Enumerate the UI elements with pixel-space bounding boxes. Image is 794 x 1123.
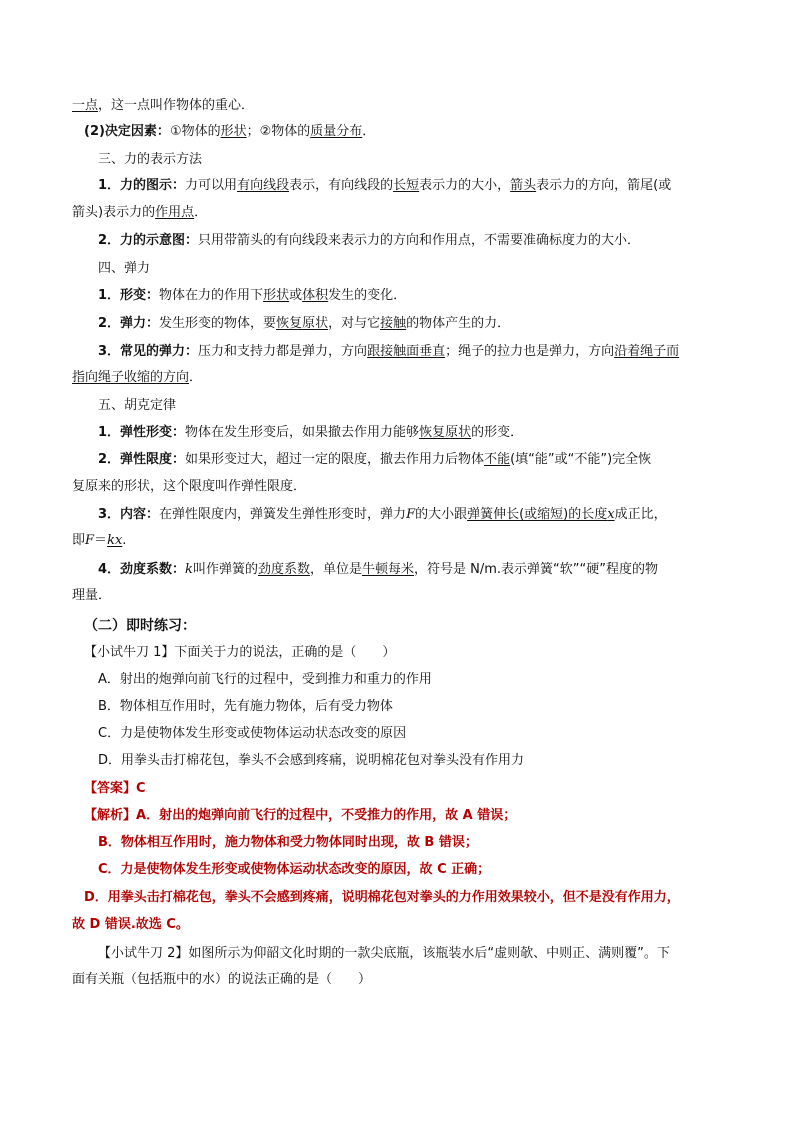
- text: 的大小跟: [415, 507, 468, 522]
- underlined-term: [467, 507, 615, 522]
- text: ，对与它: [328, 316, 381, 331]
- q1-stem: [84, 643, 395, 663]
- formula-kx: kx: [107, 533, 123, 548]
- text: 力可以用: [185, 178, 238, 193]
- text: 或: [289, 288, 303, 303]
- underlined-term: 作用点: [155, 205, 195, 220]
- section5-p4-line2: 理量．: [72, 588, 112, 603]
- answer-line: [84, 779, 146, 799]
- text: 如果形变过大，超过一定的限度，撤去作用力后物体: [185, 452, 485, 467]
- section3-p1-line2: [72, 203, 207, 223]
- gravity-center-text: ，这一点叫作物体的重心．: [98, 98, 255, 113]
- text: .: [122, 533, 127, 548]
- underlined-term: 恢复原状: [419, 425, 472, 440]
- analysis-line-3: C．力是使物体发生形变或使物体运动状态改变的原因，故 C 正确；: [98, 862, 491, 877]
- factors-label: (2)决定因素：: [84, 124, 170, 139]
- underlined-term: 不能: [484, 452, 511, 467]
- section5-p2-line2: 复原来的形状，这个限度叫作弹性限度．: [72, 479, 307, 494]
- underlined-term: 长短: [393, 178, 420, 193]
- text: 表示力的大小，: [419, 178, 511, 193]
- p2-label: 2．力的示意图：: [98, 233, 199, 248]
- text: 只用带箭头的有向线段来表示力的方向和作用点，不需要准确标度力的大小．: [198, 233, 641, 248]
- text: ，符号是 N/m.表示弹簧“软”“硬”程度的物: [414, 562, 658, 577]
- underlined-term: 箭头: [510, 178, 537, 193]
- symbol-F: F: [406, 507, 416, 522]
- section3-p1-line1: [98, 176, 671, 196]
- text: 表示，有向线段的: [289, 178, 394, 193]
- section4-p3-line1: [98, 342, 679, 362]
- q2-text: 如图所示为仰韶文化时期的一款尖底瓶，该瓶装水后“虚则欹、中则正、满则覆”。下: [188, 946, 670, 961]
- q1-option-a: A．射出的炮弹向前飞行的过程中，受到推力和重力的作用: [98, 672, 432, 687]
- label: 4．劲度系数：: [98, 562, 186, 577]
- underlined-term: 形状: [263, 288, 290, 303]
- factors-text-a: ①物体的: [169, 124, 221, 139]
- label: 1．弹性形变：: [98, 425, 186, 440]
- section5-p3-line2: [72, 531, 126, 551]
- factors-text-c: ．: [362, 124, 376, 139]
- underlined-yidian: 一点: [72, 98, 99, 113]
- text: 压力和支持力都是弹力，方向: [198, 344, 368, 359]
- text: 物体在力的作用下: [159, 288, 264, 303]
- factors-mass: 质量分布: [310, 124, 363, 139]
- text: (填“能”或“不能”)完全恢: [510, 452, 652, 467]
- underlined-term: 沿着绳子而: [614, 344, 680, 359]
- text: 在弹性限度内，弹簧发生弹性形变时，弹力: [159, 507, 407, 522]
- q1-option-d: D．用拳头击打棉花包，拳头不会感到疼痛，说明棉花包对拳头没有作用力: [98, 753, 525, 768]
- q2-stem-line2: 面有关瓶（包括瓶中的水）的说法正确的是（ ）: [72, 972, 372, 987]
- section3-p2: [98, 231, 640, 251]
- section4-heading: 四、弹力: [98, 261, 151, 276]
- underlined-term: 有向线段: [237, 178, 290, 193]
- factors-text-b: ；②物体的: [246, 124, 311, 139]
- factors-shape: 形状: [220, 124, 247, 139]
- symbol-k: k: [185, 562, 193, 577]
- q1-option-b: B．物体相互作用时，先有施力物体，后有受力物体: [98, 699, 393, 714]
- analysis-line-2: B．物体相互作用时，施力物体和受力物体同时出现，故 B 错误；: [98, 835, 478, 850]
- label: 1．形变：: [98, 288, 160, 303]
- text: ．: [189, 370, 203, 385]
- text: 发生形变的物体，要: [159, 316, 277, 331]
- q1-tag: 【小试牛刀 1】: [84, 645, 175, 660]
- section5-heading: 五、胡克定律: [98, 398, 177, 413]
- text: 物体在发生形变后，如果撤去作用力能够: [185, 425, 420, 440]
- analysis-text: A．射出的炮弹向前飞行的过程中，不受推力的作用，故 A 错误；: [136, 808, 517, 823]
- analysis-tag: 【解析】: [84, 808, 137, 823]
- gravity-center-line: [72, 96, 254, 116]
- text: 即: [72, 533, 86, 548]
- q1-text: 下面关于力的说法，正确的是（ ）: [174, 645, 396, 660]
- section5-p3-line1: [98, 505, 667, 525]
- section3-heading: 三、力的表示方法: [98, 152, 203, 167]
- determining-factors-line: [84, 122, 375, 142]
- answer-value: C: [136, 781, 146, 796]
- practice-heading: （二）即时练习：: [84, 618, 196, 634]
- section5-p1: [98, 423, 523, 443]
- underlined-term: 牛顿每米: [361, 562, 414, 577]
- text: 表示力的方向，箭尾(或: [536, 178, 672, 193]
- text: ；绳子的拉力也是弹力，方向: [445, 344, 615, 359]
- q2-tag: 【小试牛刀 2】: [98, 946, 189, 961]
- section4-p3-line2: [72, 368, 202, 388]
- text: 叫作弹簧的: [192, 562, 258, 577]
- analysis-line-4: D．用拳头击打棉花包，拳头不会感到疼痛，说明棉花包对拳头的力作用效果较小，但不是没有作用力，: [84, 890, 680, 905]
- text: 的形变．: [471, 425, 524, 440]
- section5-p4-line1: [98, 560, 658, 580]
- answer-tag: 【答案】: [84, 781, 137, 796]
- formula-eq: ＝: [94, 533, 108, 548]
- underlined-term: 恢复原状: [276, 316, 329, 331]
- section5-p2-line1: [98, 450, 651, 470]
- section4-p2: [98, 314, 510, 334]
- label: 3．常见的弹力：: [98, 344, 199, 359]
- underlined-term: 跟接触面垂直: [367, 344, 446, 359]
- text: 箭头)表示力的: [72, 205, 156, 220]
- text: 发生的变化．: [328, 288, 407, 303]
- text: ，单位是: [309, 562, 362, 577]
- formula-F: F: [85, 533, 95, 548]
- section4-p1: [98, 286, 406, 306]
- label: 2．弹性限度：: [98, 452, 186, 467]
- analysis-line-5: 故 D 错误.故选 C。: [72, 917, 189, 932]
- text: 的物体产生的力．: [406, 316, 511, 331]
- text: 弹簧伸长(或缩短)的长度: [467, 507, 608, 522]
- label: 2．弹力：: [98, 316, 160, 331]
- analysis-line-1: [84, 806, 516, 826]
- q1-option-c: C．力是使物体发生形变或使物体运动状态改变的原因: [98, 726, 407, 741]
- text: 成正比，: [614, 507, 667, 522]
- label: 3．内容：: [98, 507, 160, 522]
- underlined-term: 体积: [302, 288, 329, 303]
- symbol-x: x: [607, 507, 615, 522]
- text: ．: [194, 205, 208, 220]
- q2-stem-line1: [98, 944, 670, 964]
- underlined-term: 指向绳子收缩的方向: [72, 370, 190, 385]
- p1-label: 1．力的图示：: [98, 178, 186, 193]
- underlined-term: 接触: [380, 316, 407, 331]
- underlined-term: 劲度系数: [257, 562, 310, 577]
